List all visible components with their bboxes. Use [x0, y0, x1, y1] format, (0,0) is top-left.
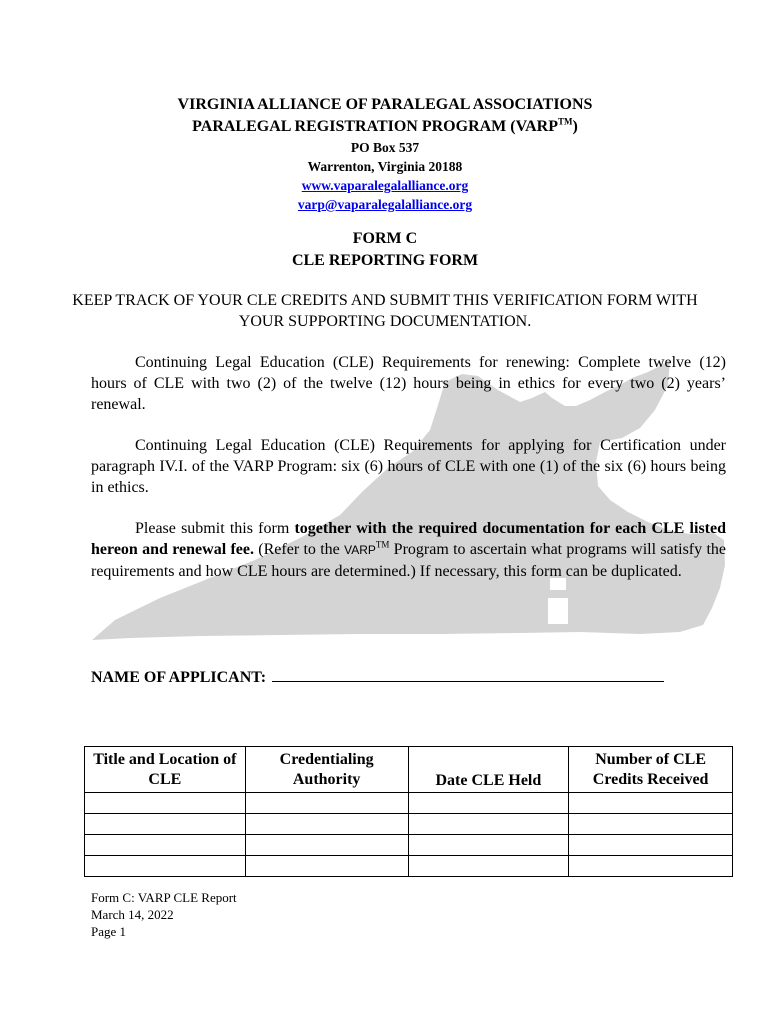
instruction-text: KEEP TRACK OF YOUR CLE CREDITS AND SUBMIT THIS VERIFICATION FORM WITH YOUR SUPPORTING DOCUMENTATION. [72, 292, 698, 330]
certification-requirements-paragraph: Continuing Legal Education (CLE) Requirements for applying for Certification under paragraph IV.I. of the VARP Program: six (6) hours of CLE with one (1) of the six (6) hours being in ethics. [91, 437, 726, 496]
renewal-requirements-paragraph: Continuing Legal Education (CLE) Requirements for renewing: Complete twelve (12) hours of CLE with two (2) of the twelve (12) hours being in ethics for every two (2) years’ renewal. [91, 354, 726, 413]
table-cell[interactable] [85, 856, 246, 877]
table-cell[interactable] [245, 814, 408, 835]
applicant-name-label: NAME OF APPLICANT: [91, 669, 267, 686]
form-name: CLE REPORTING FORM [291, 252, 479, 269]
table-cell[interactable] [408, 835, 569, 856]
table-row [85, 814, 733, 835]
letterhead [0, 94, 770, 214]
trademark-mark: TM [557, 116, 573, 127]
table-cell[interactable] [85, 835, 246, 856]
footer-date: March 14, 2022 [91, 907, 174, 922]
table-cell[interactable] [245, 835, 408, 856]
column-header-title-location: Title and Location of CLE [85, 747, 246, 793]
column-header-credits-received: Number of CLE Credits Received [569, 747, 733, 793]
column-header-credentialing-authority: Credentialing Authority [245, 747, 408, 793]
table-cell[interactable] [408, 856, 569, 877]
applicant-name-field[interactable] [272, 665, 664, 682]
table-row [85, 856, 733, 877]
email-link[interactable]: varp@vaparalegalalliance.org [297, 197, 473, 212]
table-cell[interactable] [569, 835, 733, 856]
table-cell[interactable] [245, 856, 408, 877]
program-name: PARALEGAL REGISTRATION PROGRAM (VARP™) [192, 116, 578, 135]
applicant-name-row [91, 665, 711, 689]
table-cell[interactable] [408, 793, 569, 814]
table-header-row [85, 747, 733, 793]
table-cell[interactable] [85, 793, 246, 814]
cle-credits-table [84, 746, 733, 877]
table-row [85, 793, 733, 814]
table-cell[interactable] [85, 814, 246, 835]
page-footer [91, 889, 237, 940]
submission-instructions-paragraph: Please submit this form together with the required documentation for each CLE listed hereon and renewal fee. (Refer to the VARP™ Program to ascertain what programs will satisfy the requirements and how CLE hours are determined.) If necessary, this form can be duplicated. [91, 520, 726, 580]
po-box: PO Box 537 [350, 140, 420, 155]
table-cell[interactable] [569, 814, 733, 835]
city-state: Warrenton, Virginia 20188 [307, 159, 463, 174]
footer-form-label: Form C: VARP CLE Report [91, 890, 237, 905]
table-cell[interactable] [245, 793, 408, 814]
table-cell[interactable] [408, 814, 569, 835]
table-cell[interactable] [569, 793, 733, 814]
table-cell[interactable] [569, 856, 733, 877]
column-header-date-held: Date CLE Held [408, 747, 569, 793]
table-row [85, 835, 733, 856]
submission-emphasis: together with the required documentation for each CLE listed hereon and renewal fee. [91, 520, 726, 558]
footer-page-number: Page 1 [91, 924, 127, 939]
form-number: FORM C [352, 230, 418, 247]
form-title [0, 228, 770, 272]
website-link[interactable]: www.vaparalegalalliance.org [301, 178, 469, 193]
organization-name: VIRGINIA ALLIANCE OF PARALEGAL ASSOCIATIONS [177, 96, 593, 113]
